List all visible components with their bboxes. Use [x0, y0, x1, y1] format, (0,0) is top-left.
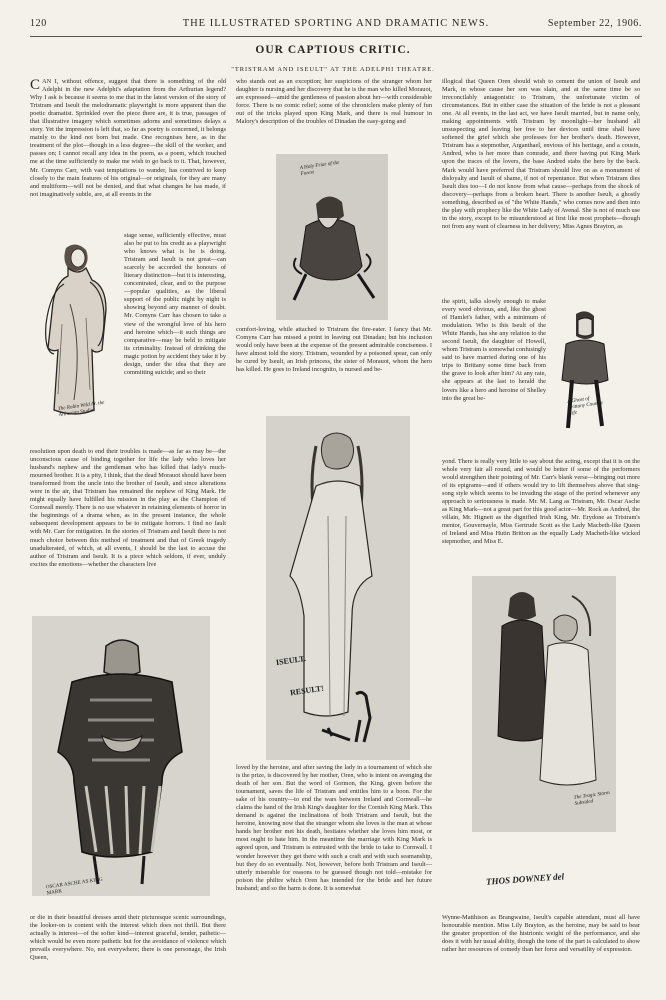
lady-in-robe-sketch — [24, 234, 116, 420]
hermit-caption: A Holy Friar of the Forest — [299, 159, 340, 178]
iseult-caption: ISEULT. — [275, 653, 307, 668]
knight-caption: OSCAR ASCHE AS KING MARK — [45, 876, 103, 897]
column-3-end: Wynne-Matthison as Brangwaine, Iseult's capable attendant, must all have honourable mention. Miss Lily Brayton, as the heroine, may be said to bear the greater proportion of the histrionic weight of the performance, and she does it with her usual ability, though the tone of the part is calculated to show rather her resources of comedy than her force and versatility of expression. — [442, 914, 640, 954]
page-header — [30, 16, 642, 37]
article-title: OUR CAPTIOUS CRITIC. — [255, 44, 411, 56]
column-2-continued: loved by the heroine, and after saving the lady in a tournament of which she is the prize, is discovered by her mother, Oren, who is intent on avenging the death of her son. But the word of Gormon, the King, given before the tournament, saves the life of Tristram and entitles him to a boon. For the sake of his country—to end the wars between Ireland and Cornwall—he claims the hand of the Irish King's daughter for the Cornish King Mark. This demand is against the inclinations of both Tristram and Iseult, but the heroine, knowing now that the stranger whom she loves is the man at whose hands her brother met his death, hesitates whether she loves him most, or most ought to hate him. In the meantime the marriage with King Mark is agreed upon, and Tristram is entrusted with the bride to take to Cornwall. I wonder however they get there with such a craft and with such seamanship, but they do so eventually. Not, however, before both Tristram and Iseult—utterly miserable for reasons to be guessed though not told—mistake for poison the philtre which Oren has intended for the bride and her future husband; and so the harm is done. It is somewhat — [236, 764, 432, 892]
article-subtitle: "TRISTRAM AND ISEULT" AT THE ADELPHI THEATRE. — [231, 66, 435, 73]
result-caption: RESULT! — [289, 683, 325, 698]
armoured-knight-sketch — [32, 616, 210, 896]
artist-signature: THOS DOWNEY del — [485, 871, 565, 887]
ghost-caption: A Ghost of Brittany Country Life — [566, 395, 604, 417]
lady-caption: The Robin Wild Ar. the Arthurian Studies — [57, 399, 105, 419]
publication-title: THE ILLUSTRATED SPORTING AND DRAMATIC NEWS. — [182, 18, 490, 29]
ghost-figure-sketch — [548, 308, 622, 434]
column-3-intro: illogical that Queen Oren should wish to cement the union of Iseult and Mark, in whose cause her son was slain, and at the same time be so irreconcilably antagonistic to Tristram, the unfortunate victim of circumstances. But in either case the situation of the bride is not a pleasant one. At all events, in the last act, we have Iseult married, but in name only, making appointments with Tristram by moonlight—her husband all unsuspecting and leaving her free to her devices until time shall have softened the grief which she professes for her brother's death. However, Tristram has a stepmother, Arganthael, envious of his heritage, and a cousin, Andred, who is her more than comrade, and there having put King Mark upon the traces of the lovers, the base Andred stabs the hero by the back. Mark would have preferred that Tristram should live on as a monument of disloyalty and Iseult of shame, if not of repentance. But when Tristram dies Iseult dies too—I do not know from what cause—perhaps from the shock of discovery—perhaps from a broken heart. There is another Iseult, a ghostly something, described as of "the White Hands," who comes now and then into the play with prophecy like the White Lady of Avenal. She is not of much use in the story, except to be misunderstood at first like most prophets—though not from any want of clearness in her delivery; Miss Agnes Brayton, as — [442, 78, 640, 230]
issue-date: September 22, 1906. — [547, 18, 642, 29]
column-1-end: or die in their beautiful dresses amid their picturesque scenic surroundings, the looker-on is content with the interest which does not thrill. But there actually is interest—of the softer kind—interest graceful, tender, pathetic—which would be even more pathetic but for the avoidance of violence which prevails everywhere. No, not everywhere; there is one personage, the Irish Queen, — [30, 914, 226, 962]
column-1-continued: resolution upon death to end their troubles is made—as far as may be—the unconscious cause of binding together for life the lady who loves her husband's nephew and the gentleman who has killed that lady's much-mourned brother. It is a pity, I think, that the dead Morauot should have been transformed from the uncle into the brother of Iseult, and since alterations were in the air, that Tristram has remained the nephew of King Mark. He might equally have fulfilled his mission in the play as the Champion of Cornwall merely. There is no use whatever in retaining elements of horror in the beginnings of a drama when, as in the present instance, the whole subsequent development appears to be to mitigate horrors. I find no fault with Mr. Carr for mitigation. In the stories of Tristram and Iseult there is not much choice between this method of treatment and that of Greek tragedy unadulterated, of which, at all events, I should be the last to accuse the author of Tristram and Iseult. It is a piece which seldom, if ever, unduly excites the emotions—whether the characters live — [30, 448, 226, 568]
column-3-continued: yond. There is really very little to say about the acting, except that it is on the whole very fair all round, and would be better if some of the performers would strengthen their pointing of Mr. Carr's blank verse—bringing out more of its epigrams—and if others would try to lift themselves above that sing-song style which seems to be invading the stage of the period whenever any approach to seriousness is made. Mr. M. Lang as Tristram, Mr. Oscar Asche as King Mark—not a great part for this good actor—Mr. Rock as Andred, the villain, Mr. Hignett as the dignified Irish King, Mr. Erydone as Tristram's mentor, Gouvernayle, Miss Gertrude Scott as the Lady Macbeth-like Queen of Ireland and Miss Hutin Britton as the equally Lady Macbeth-like wicked stepmother, and Miss E. — [442, 458, 640, 546]
column-2-middle: comfort-loving, while attached to Tristram the fire-eater. I fancy that Mr. Comyns Carr has missed a point in leaving out Dinadan; but his inclusion would only have been at the expense of the present admirable conciseness. I have almost told the story. Tristram, wounded by a poisoned spear, can only be cured by Iseult, an Irish princess, the sister of Morauot, whom the hero has killed. He goes to Ireland incognito, is nursed and be- — [236, 326, 432, 374]
tragic-caption: The Tragic Storm Subsided — [573, 789, 611, 807]
column-1-narrow: stage sense, sufficiently effective, must also be put to his credit as a playwright who knows what is he is doing. Tristram and Iseult is not great—can scarcely be accorded the honours of literary distinction—but it is interesting, concentrated, clear, and to the purpose—popular qualities, as the liberal support of the public night by night is showing beyond any manner of doubt. Mr. Comyns Carr has chosen to take a view of the wrongful love of his hero and heroine which—it such things are comparative—may be held to mitigate its criminality. Instead of drinking the magic potion by accident they take it by design, under the idea that they are committing suicide; and so their — [124, 232, 226, 376]
hermit-sketch — [276, 154, 388, 320]
column-1-intro: CAN I, without offence, suggest that there is something of the old Adelphi in the new Adelphi's adaptation from the Arthurian legend? Why I ask is because it seems to me that in the latest version of the story of Tristram and Iseult the melodramatic playwright is more apparent than the poetic dramatist. Sprinkled over the piece there are, it is true, passages of that illustrative imagery which sometimes adorns and sometimes delays a story. Yet the impression is left that, so far as poetry is concerned, it belongs mainly to the kind not born but made. One recognises here, as in the treatment of the plot—though in a less degree—the skill of the worker, and passes on; I cannot recall any idea in the poem, as a poem, which touched me at the time sufficiently to make me wish to go back to it. That, however, Mr. Comyns Carr, with vast temptations to wander, has contrived to keep closely to the main features of his original—or originals, for they are many and multiform—will not be denied, and that what changes he has made, if not imaginatively subtle, are, at all events in the — [30, 78, 226, 198]
column-3-narrow: the spirit, talks slowly enough to make every word obvious, and, like the ghost of Hamlet's father, with a minimum of modulation. Who is this Iseult of the White Hands, has she any relation to the second Iseult, the daughter of Howell, whom Tristram is somewhat confusingly said to have married during one of his trips to Brittany some time back from the grave to look after him? At any rate, she appears at the last to herald the lovers like a hero and heroine of Shelley into the great be- — [442, 298, 546, 402]
column-2-intro: who stands out as an exception; her suspicions of the stranger whom her daughter is nursing and her discovery that he is the man who killed Morauot, are expressed—amid the gentleness of passion about her—with considerable force. There is no comic relief; some of the chroniclers make plenty of fun out of the tricks played upon King Mark, and there is real humour in Malory's description of the troubles of Dinadan the easy-going and — [236, 78, 432, 126]
duel-figures-sketch — [316, 690, 386, 746]
page-number: 120 — [30, 18, 47, 29]
